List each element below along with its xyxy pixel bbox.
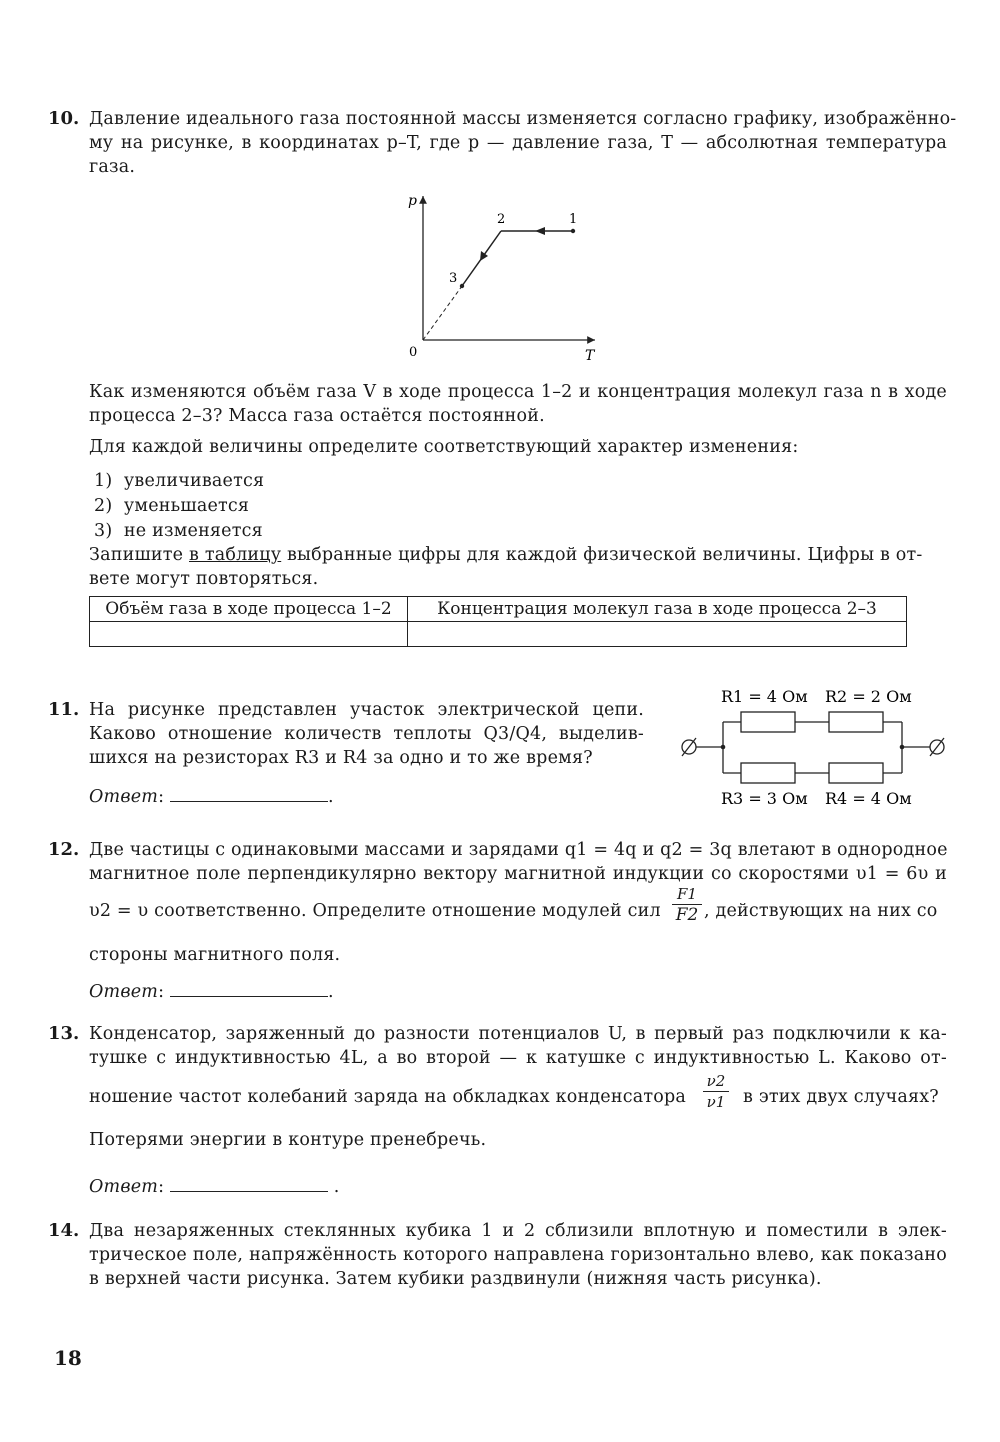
q10-instruction: Для каждой величины определите соответствующий характер изменения: [89, 437, 799, 457]
q10-option-3 [94, 519, 263, 543]
q10-answer-cell-2[interactable] [408, 622, 907, 647]
q13-answer-blank[interactable] [170, 1177, 328, 1192]
q10-dashed-line [423, 286, 462, 340]
q10-y-axis-label: p [408, 193, 417, 209]
q10-point-1-dot [571, 229, 575, 233]
q11-resistor-r1 [741, 712, 795, 732]
q12-force-fraction [672, 885, 702, 924]
q10-question-line-1: Как изменяются объём газа V в ходе процесса 1–2 и концентрация молекул газа n в ходе [89, 382, 947, 402]
q13-frequency-fraction [703, 1072, 729, 1111]
q10-option-1-number: 1) [94, 471, 113, 491]
q10-option-1 [94, 469, 264, 493]
q10-write-instruction-line-1 [89, 543, 947, 567]
q10-option-1-text: увеличивается [123, 471, 265, 491]
q10-table-header-2: Концентрация молекул газа в ходе процесса 2–3 [408, 597, 907, 622]
q11-r4-label: R4 = 4 Ом [825, 789, 912, 808]
q14-text-line-3: в верхней части рисунка. Затем кубики раздвинули (нижняя часть рисунка). [89, 1269, 822, 1289]
q12-text-line-2: магнитное поле перпендикулярно вектору магнитной индукции со скоростями υ1 = 6υ и [89, 864, 947, 884]
q10-answer-table [89, 596, 907, 647]
q12-fraction-denominator: F2 [675, 905, 699, 925]
q10-answer-cell-1[interactable] [90, 622, 408, 647]
q11-answer-row: Ответ: . [89, 787, 334, 807]
q10-point-3-label: 3 [449, 271, 458, 286]
q10-write-table-link: в таблицу [189, 545, 282, 565]
q13-text-line-1: Конденсатор, заряженный до разности потенциалов U, в первый раз подключили к ка- [89, 1024, 947, 1044]
q13-number: 13. [48, 1023, 80, 1044]
q10-point-1-label: 1 [569, 212, 578, 227]
q10-pt-graph [395, 190, 605, 365]
q12-answer-label: Ответ [89, 982, 159, 1002]
q10-option-3-text: не изменяется [123, 521, 263, 541]
q11-r3-label: R3 = 3 Ом [721, 789, 808, 808]
q10-number: 10. [48, 108, 80, 129]
q13-text-line-2: тушке с индуктивностью 4L, а во второй — к катушке с индуктивностью L. Каково от- [89, 1048, 947, 1068]
q11-answer-blank[interactable] [170, 787, 328, 802]
q11-answer-label: Ответ [89, 787, 159, 807]
q13-answer-row: Ответ: . [89, 1177, 340, 1197]
q11-r1-label: R1 = 4 Ом [721, 687, 808, 706]
q11-resistor-r2 [829, 712, 883, 732]
q12-fraction-numerator: F1 [677, 885, 697, 903]
q14-text-line-2: трическое поле, напряжённость которого направлена горизонтально влево, как показано [89, 1245, 947, 1265]
q11-text-line-1: На рисунке представлен участок электрической цепи. [89, 700, 644, 720]
q10-write-pre: Запишите [89, 545, 189, 565]
q13-text-line-3-post: в этих двух случаях? [743, 1087, 939, 1107]
q10-write-instruction-line-2: вете могут повторяться. [89, 569, 319, 589]
q10-option-2 [94, 494, 249, 518]
q11-resistor-r4 [829, 763, 883, 783]
q12-text-line-3-post: , действующих на них со [704, 901, 938, 921]
q10-point-2-label: 2 [497, 212, 506, 227]
q11-circuit-diagram [675, 684, 975, 814]
q13-fraction-denominator: ν1 [706, 1093, 726, 1111]
q11-r2-label: R2 = 2 Ом [825, 687, 912, 706]
q11-text-line-2: Каково отношение количеств теплоты Q3/Q4, выделив- [89, 724, 644, 744]
q10-option-3-number: 3) [94, 521, 113, 541]
q12-text-line-3-pre: υ2 = υ соответственно. Определите отношение модулей сил [89, 901, 661, 921]
q10-x-axis-label: T [585, 348, 595, 364]
q10-point-3-dot [460, 284, 464, 288]
q13-fraction-numerator: ν2 [706, 1072, 726, 1090]
q12-text-line-1: Две частицы с одинаковыми массами и зарядами q1 = 4q и q2 = 3q влетают в однородное [89, 840, 948, 860]
q10-option-2-text: уменьшается [123, 496, 250, 516]
q10-text-line-3: газа. [89, 157, 136, 177]
q14-text-line-1: Два незаряженных стеклянных кубика 1 и 2 сблизили вплотную и поместили в элек- [89, 1221, 947, 1241]
q10-table-header-1: Объём газа в ходе процесса 1–2 [90, 597, 408, 622]
q11-text-line-3: шихся на резисторах R3 и R4 за одно и то же время? [89, 748, 593, 768]
q13-answer-label: Ответ [89, 1177, 159, 1197]
q10-origin-label: 0 [409, 345, 418, 360]
q10-arrow-1-2 [535, 227, 545, 235]
q14-number: 14. [48, 1220, 80, 1241]
q10-arrow-2-3 [480, 251, 488, 261]
q10-question-line-2: процесса 2–3? Масса газа остаётся постоянной. [89, 406, 545, 426]
page-number: 18 [54, 1346, 82, 1370]
q10-option-2-number: 2) [94, 496, 113, 516]
q11-number: 11. [48, 699, 80, 720]
q10-write-post: выбранные цифры для каждой физической величины. Цифры в от- [281, 545, 923, 565]
q11-resistor-r3 [741, 763, 795, 783]
q10-text-line-1: Давление идеального газа постоянной массы изменяется согласно графику, изображённо- [89, 109, 957, 129]
q12-answer-row: Ответ: . [89, 982, 334, 1002]
q13-text-line-3-pre: ношение частот колебаний заряда на обкладках конденсатора [89, 1087, 687, 1107]
q13-text-line-4: Потерями энергии в контуре пренебречь. [89, 1130, 487, 1150]
q12-text-line-4: стороны магнитного поля. [89, 945, 341, 965]
q12-answer-blank[interactable] [170, 982, 328, 997]
q12-number: 12. [48, 839, 80, 860]
q10-text-line-2: му на рисунке, в координатах p–T, где p — давление газа, T — абсолютная температура [89, 133, 947, 153]
